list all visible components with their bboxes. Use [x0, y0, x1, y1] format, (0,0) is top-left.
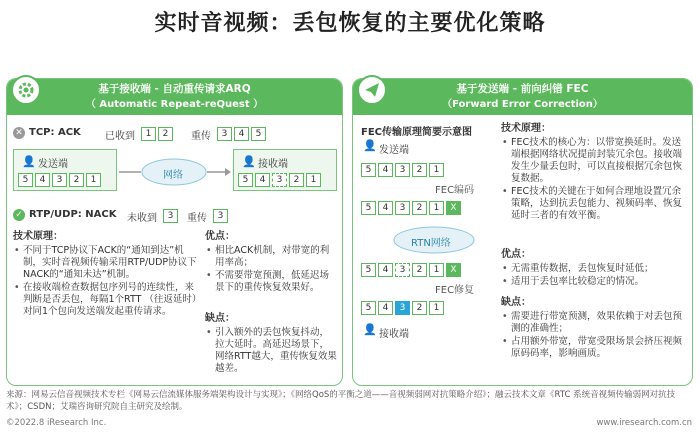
list-item: • 相比ACK机制，对带宽的利用率高； [215, 245, 337, 269]
packet-cell: 3 [163, 209, 178, 223]
packet-cell: 1 [429, 201, 444, 215]
fec-diagram-title: FEC传输原理简要示意图 [361, 127, 473, 138]
packet-cell: 2 [69, 173, 84, 187]
packet-cell: 1 [429, 301, 444, 315]
packet-cell: 5 [361, 163, 376, 177]
packet-cell: 3 [213, 209, 228, 223]
rtp-nack-label: RTP/UDP: NACK [29, 209, 117, 220]
user-icon: 👤 [22, 155, 36, 168]
arq-pros [205, 231, 337, 295]
gear-icon [11, 75, 41, 105]
list-item: • 需要进行带宽预测，效果依赖于对丢包预测的准确性； [511, 311, 687, 335]
packet-cell: 5 [361, 301, 376, 315]
packet-cell: 4 [255, 173, 270, 187]
receiver-cells [238, 173, 323, 187]
not-received-cells [163, 209, 180, 223]
packet-cell: 2 [412, 163, 427, 177]
packet-cell: 1 [429, 263, 444, 277]
packet-cell: 5 [18, 173, 33, 187]
fec-row4-cells [361, 301, 446, 315]
retransmit-label-2: 重传 [187, 213, 207, 224]
list-item: • 适用于丢包率比较稳定的情况。 [511, 276, 687, 288]
retransmit-label: 重传 [191, 131, 211, 142]
user-icon: 👤 [363, 139, 377, 152]
packet-cell: 4 [35, 173, 50, 187]
packet-cell: 1 [306, 173, 321, 187]
list-item: • FEC技术的核心为：以带宽换延时。发送端根据网络状况提前封装冗余包。接收端发生少量丢包时，可以直接根据冗余包恢复数据。 [511, 137, 687, 185]
fec-pros [501, 249, 687, 289]
fec-header-title: 基于发送端 - 前向纠错 FEC [456, 83, 589, 95]
packet-cell: 5 [361, 201, 376, 215]
fec-header-subtitle: （Forward Error Correction） [442, 99, 603, 110]
fec-header [353, 79, 692, 115]
fec-receiver-label: 接收端 [379, 329, 409, 340]
packet-cell: 4 [378, 301, 393, 315]
fec-cons [501, 297, 687, 361]
tcp-ack-label: TCP: ACK [29, 127, 81, 138]
source-note: 来源：网易云信音视频技术专栏《网易云信流媒体服务端架构设计与实现》；《网络QoS的平衡之道——音视频弱网对抗策略介绍》；融云技术文章《RTC 系统音视频传输弱网对抗技术》；CSDN；艾瑞咨询研究院自主研究及绘制。 [6, 390, 676, 412]
list-item: • 不需要带宽预测，低延迟场景下的重传恢复效果好。 [215, 270, 337, 294]
received-label: 已收到 [105, 131, 135, 142]
fec-sender-label: 发送端 [379, 145, 409, 156]
arq-panel [6, 78, 343, 386]
paper-plane-icon [357, 75, 387, 105]
arq-header-subtitle: （ Automatic Repeat-reQuest ） [85, 99, 264, 110]
lost-packet-cell: 3 [272, 173, 287, 187]
sender-box [13, 149, 117, 191]
packet-cell: 3 [395, 201, 410, 215]
packet-cell: 4 [378, 163, 393, 177]
arq-header-title: 基于接收端 - 自动重传请求ARQ [98, 83, 251, 95]
user-icon: 👤 [363, 323, 377, 336]
packet-cell: 2 [412, 263, 427, 277]
packet-cell: 1 [86, 173, 101, 187]
packet-cell: 5 [361, 263, 376, 277]
packet-cell: 5 [238, 173, 253, 187]
check-icon: ✓ [13, 209, 25, 221]
fec-cons-title: 缺点： [501, 297, 531, 308]
packet-cell: 3 [52, 173, 67, 187]
fec-row1-cells [361, 163, 446, 177]
cross-icon: ✕ [13, 127, 25, 139]
list-item: • 无需重传数据，丢包恢复时延低； [511, 263, 687, 275]
recovered-packet-cell: 3 [395, 301, 410, 315]
packet-cell: 4 [378, 201, 393, 215]
list-item: • 在接收端检查数据包序列号的连续性，来判断是否丢包，每隔1个RTT （往返延时）对同1个包向发送端发起重传请求。 [23, 282, 199, 318]
fec-pros-title: 优点： [501, 249, 531, 260]
redundant-packet-cell: X [446, 263, 461, 277]
fec-row3-cells [361, 263, 463, 277]
packet-cell: 2 [158, 127, 173, 141]
redundant-packet-cell: X [446, 201, 461, 215]
packet-cell: 2 [412, 201, 427, 215]
fec-repair-label: FEC修复 [435, 285, 475, 296]
not-received-label: 未收到 [127, 213, 157, 224]
sender-label: 发送端 [38, 159, 68, 170]
packet-cell: 4 [378, 263, 393, 277]
receiver-box [233, 149, 337, 191]
arq-cons-title: 缺点： [205, 313, 235, 324]
fec-principle [501, 123, 687, 223]
fec-encode-label: FEC编码 [435, 185, 475, 196]
fec-principle-title: 技术原理： [501, 123, 551, 134]
packet-cell: 1 [429, 163, 444, 177]
list-item: • 占用额外带宽，带宽受限场景会挤压视频原码码率，影响画质。 [511, 336, 687, 360]
arq-cons [205, 313, 337, 376]
arq-header [7, 79, 342, 115]
fec-panel [352, 78, 693, 386]
rtn-network-label: RTN网络 [411, 238, 451, 249]
arq-principle [13, 231, 199, 319]
packet-cell: 4 [234, 127, 249, 141]
packet-cell: 3 [217, 127, 232, 141]
website-link[interactable]: www.iresearch.com.cn [596, 418, 692, 428]
network-label: 网络 [163, 170, 183, 181]
user-icon: 👤 [242, 155, 256, 168]
fec-row2-cells [361, 201, 463, 215]
copyright: ©2022.8 iResearch Inc. [6, 418, 107, 428]
packet-cell: 2 [412, 301, 427, 315]
packet-cell: 5 [251, 127, 266, 141]
list-item: • 不同于TCP协议下ACK的“通知到达”机制，实时音视频传输采用RTP/UDP协议下NACK的“通知未达”机制。 [23, 245, 199, 281]
arq-principle-title: 技术原理： [13, 231, 63, 242]
packet-cell: 3 [395, 163, 410, 177]
packet-cell: 2 [289, 173, 304, 187]
lost-packet-cell: 3 [395, 263, 410, 277]
received-cells [141, 127, 175, 141]
list-item: • FEC技术的关键在于如何合理地设置冗余策略，达到抗丢包能力、视频码率、恢复延时三者的有效平衡。 [511, 186, 687, 222]
page-title: 实时音视频：丢包恢复的主要优化策略 [154, 11, 546, 36]
receiver-label: 接收端 [258, 159, 288, 170]
packet-cell: 1 [141, 127, 156, 141]
retransmit-cells-2 [213, 209, 230, 223]
sender-cells [18, 173, 103, 187]
list-item: • 引入额外的丢包恢复抖动，拉大延时。高延迟场景下，网络RTT越大，重传恢复效果越差。 [215, 327, 337, 375]
arq-pros-title: 优点： [205, 231, 235, 242]
retransmit-cells [217, 127, 268, 141]
